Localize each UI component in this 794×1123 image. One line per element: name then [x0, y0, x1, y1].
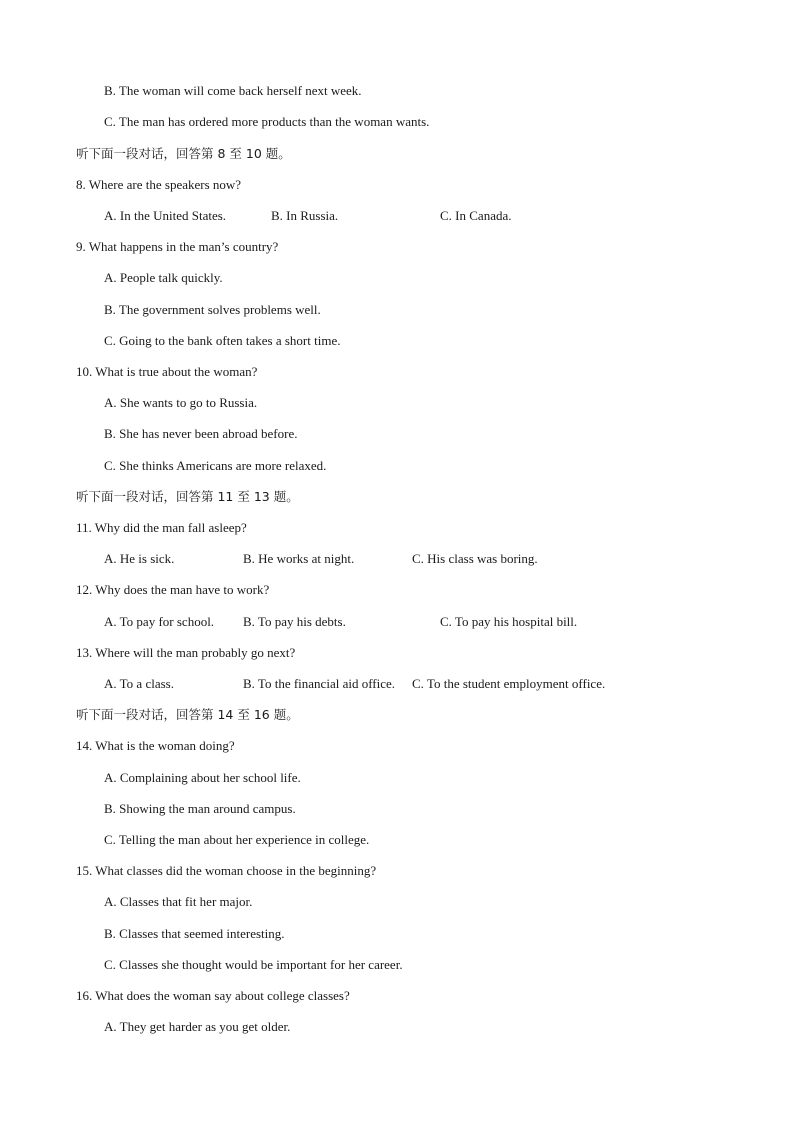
option-16a: A. They get harder as you get older.: [104, 1019, 291, 1034]
question-9: 9. What happens in the man’s country?: [76, 239, 279, 254]
question-11: 11. Why did the man fall asleep?: [76, 520, 247, 535]
option-12a: A. To pay for school.: [104, 614, 215, 629]
option-13b: B. To the financial aid office.: [243, 676, 396, 691]
section-heading-11-13: 听下面一段对话，回答第 11 至 13 题。: [76, 489, 299, 504]
option-12c: C. To pay his hospital bill.: [440, 614, 578, 629]
option-11c: C. His class was boring.: [412, 551, 538, 566]
option-8a: A. In the United States.: [104, 208, 227, 223]
question-12: 12. Why does the man have to work?: [76, 582, 270, 597]
option-15b: B. Classes that seemed interesting.: [104, 926, 285, 941]
question-16: 16. What does the woman say about college classes?: [76, 988, 350, 1003]
question-14: 14. What is the woman doing?: [76, 738, 235, 753]
option-8b: B. In Russia.: [271, 208, 339, 223]
option-8c: C. In Canada.: [440, 208, 512, 223]
option-11b: B. He works at night.: [243, 551, 355, 566]
option-10a: A. She wants to go to Russia.: [104, 395, 258, 410]
option-9b: B. The government solves problems well.: [104, 302, 321, 317]
option-14a: A. Complaining about her school life.: [104, 770, 301, 785]
option-10c: C. She thinks Americans are more relaxed.: [104, 458, 327, 473]
question-10: 10. What is true about the woman?: [76, 364, 258, 379]
option-13a: A. To a class.: [104, 676, 174, 691]
question-8: 8. Where are the speakers now?: [76, 177, 242, 192]
option-7b: B. The woman will come back herself next week.: [104, 83, 362, 98]
option-15a: A. Classes that fit her major.: [104, 894, 253, 909]
option-14b: B. Showing the man around campus.: [104, 801, 296, 816]
option-13c: C. To the student employment office.: [412, 676, 606, 691]
option-10b: B. She has never been abroad before.: [104, 426, 298, 441]
question-15: 15. What classes did the woman choose in the beginning?: [76, 863, 377, 878]
option-9a: A. People talk quickly.: [104, 270, 223, 285]
option-14c: C. Telling the man about her experience in college.: [104, 832, 370, 847]
option-11a: A. He is sick.: [104, 551, 175, 566]
option-15c: C. Classes she thought would be important for her career.: [104, 957, 403, 972]
option-7c: C. The man has ordered more products than the woman wants.: [104, 114, 430, 129]
option-9c: C. Going to the bank often takes a short time.: [104, 333, 341, 348]
section-heading-8-10: 听下面一段对话，回答第 8 至 10 题。: [76, 146, 291, 161]
option-12b: B. To pay his debts.: [243, 614, 346, 629]
section-heading-14-16: 听下面一段对话，回答第 14 至 16 题。: [76, 707, 299, 722]
question-13: 13. Where will the man probably go next?: [76, 645, 296, 660]
